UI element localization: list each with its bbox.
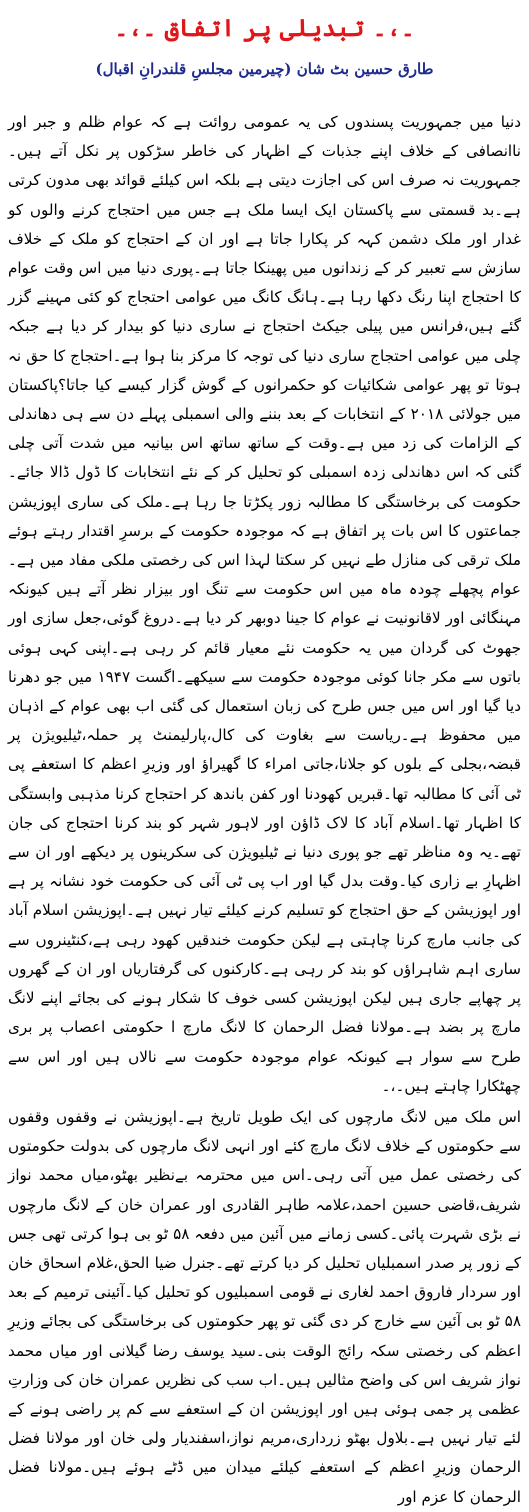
article-paragraph-1: دنیا میں جمہوریت پسندوں کی یہ عمومی روائت ہے کہ عوام ظلم و جبر اور ناانصافی کے خلاف اپنے جذبات کے اظہار کی خاطر سڑکوں پر نکل آتے ہیں۔جمہوریت نہ صرف اس کی اجازت دیتی ہے بلکہ اس کیلئے قوائد بھی مدون کرتی ہے۔بد قسمتی سے پاکستان ایک ایسا ملک ہے جس میں احتجاج کرنے والوں کو غدار اور ملک دشمن کہہ کر پکارا جاتا ہے اور ان کے احتجاج کو ملک کے خلاف سازش سے تعبیر کر کے زندانوں میں پھینکا جاتا ہے۔پوری دنیا میں اس وقت عوام کا احتجاج اپنا رنگ دکھا رہا ہے۔ہانگ کانگ میں عوامی احتجاج کو کئی مہینے گزر گئے ہیں،فرانس میں پیلی جیکٹ احتجاج نے ساری دنیا کو بیدار کر دیا ہے جبکہ چلی میں عوامی احتجاج ساری دنیا کی توجہ کا مرکز بنا ہوا ہے۔احتجاج کا حق نہ ہوتا تو پھر عوامی شکائیات کو حکمرانوں کے گوش گزار کیسے کیا جاتا؟پاکستان میں جولائی ۲۰۱۸ کے انتخابات کے بعد بننے والی اسمبلی پہلے دن سے ہی دھاندلی کے الزامات کی زد میں ہے۔وقت کے ساتھ ساتھ اس بیانیہ میں شدت آتی چلی گئی کہ اس دھاندلی زدہ اسمبلی کو تحلیل کر کے نئے انتخابات کا ڈول ڈالا جائے۔حکومت کی برخاستگی کا مطالبہ زور پکڑتا جا رہا ہے۔ملک کی ساری اپوزیشن جماعتوں کا اس بات پر اتفاق ہے کہ موجودہ حکومت کے برسرِ اقتدار رہتے ہوئے ملک ترقی کی منازل طے نہیں کر سکتا لہذا اس کی رخصتی ملکی مفاد میں ہے۔عوام پچھلے چودہ ماہ میں اس حکومت سے تنگ اور بیزار نظر آتے ہیں کیونکہ مہنگائی اور لاقانونیت نے عوام کا جینا دوبھر کر دیا ہے۔دروغ گوئی،جعل سازی اور جھوٹ کی گردان میں یہ حکومت نئے معیار قائم کر رہی ہے۔اپنی کہی ہوئی باتوں سے مکر جانا کوئی موجودہ حکومت سے سیکھے۔اگست ۱۹۴۷ میں جو دھرنا دیا گیا اور اس میں جس طرح کی زبان استعمال کی گئی اب بھی عوام کے اذہان میں محفوظ ہے۔ریاست سے بغاوت کی کال،پارلیمنٹ پر حملہ،ٹیلیویژن پر قبضہ،بجلی کے بلوں کو جلانا،جاتی امراء کا گھیراؤ اور وزیرِ اعظم کا استعفے پی ٹی آئی کا مطالبہ تھا۔قبریں کھودنا اور کفن باندھ کر احتجاج کرنا مذہبی وابستگی کا اظہار تھا۔اسلام آباد کا لاک ڈاؤن اور لاہور شہر کو بند کرنا احتجاج کی جان تھے۔یہ وہ مناظر تھے جو پوری دنیا نے ٹیلیویژن کی سکرینوں پر دیکھے اور ان سے اظہارِ بے زاری کیا۔وقت بدل گیا اور اب پی ٹی آئی کی حکومت خود نشانہ پر ہے اور اپوزیشن کے حق احتجاج کو تسلیم کرنے کیلئے تیار نہیں ہے۔اپوزیشن اسلام آباد کی جانب مارچ کرنا چاہتی ہے لیکن حکومت خندقیں کھود رہی ہے،کنٹینروں سے ساری اہم شاہراؤں کو بند کر رہی ہے۔کارکنوں کی گرفتاریاں اور ان کے گھروں پر چھاپے جاری ہیں لیکن اپوزیشن کسی خوف کا شکار ہونے کی بجائے اپنے لانگ مارچ پر بضد ہے۔مولانا فضل الرحمان کا لانگ مارچ ا حکومتی اعصاب پر بری طرح سے سوار ہے کیونکہ عوام موجودہ حکومت سے نالاں ہیں اور اس سے چھٹکارا چاہتے ہیں۔،۔ — [8, 113, 522, 1095]
article-paragraph-2: اس ملک میں لانگ مارچوں کی ایک طویل تاریخ ہے۔اپوزیشن نے وقفوں وقفوں سے حکومتوں کے خلاف لانگ مارچ کئے اور انہی لانگ مارچوں کی بدولت حکومتوں کی رخصتی عمل میں آتی رہی۔اس میں محترمہ بےنظیر بھٹو،میاں محمد نواز شریف،قاضی حسین احمد،علامہ طاہر القادری اور عمران خان کے لانگ مارچوں نے بڑی شہرت پائی۔کسی زمانے میں آئین میں دفعہ ۵۸ ٹو بی ہوا کرتی تھی جس کے زور پر صدر اسمبلیاں تحلیل کر دیا کرتے تھے۔جنرل ضیا الحق،غلام اسحاق خان اور سردار فاروق احمد لغاری نے قومی اسمبلیوں کو تحلیل کیا۔آئینی ترمیم کے بعد ۵۸ ٹو بی آئین سے خارج کر دی گئی تو پھر حکومتوں کی برخاستگی کی بجائے وزیرِ اعظم کی رخصتی سکہ رائج الوقت بنی۔سید یوسف رضا گیلانی اور میاں محمد نواز شریف اس کی واضح مثالیں ہیں۔اب سب کی نظریں عمران خان کی وزارتِ عظمی پر جمی ہوئی ہیں اور اپوزیشن ان کے استعفے سے کم پر راضی ہونے کے لئے تیار نہیں ہے۔بلاول بھٹو زرداری،مریم نواز،اسفندیار ولی خان اور مولانا فضل الرحمان وزیرِ اعظم کے استعفے کیلئے میدان میں ڈٹے ہوئے ہیں۔مولانا فضل الرحمان کا عزم اور — [8, 1107, 521, 1506]
article-body — [8, 108, 521, 1512]
article-title: ۔،۔ تبدیلی پر اتفاق ۔،۔ — [114, 12, 415, 42]
header-spacer — [8, 84, 521, 108]
author-byline: طارق حسین بٹ شان (چیرمین مجلسِ قلندرانِ اقبال) — [95, 60, 434, 78]
